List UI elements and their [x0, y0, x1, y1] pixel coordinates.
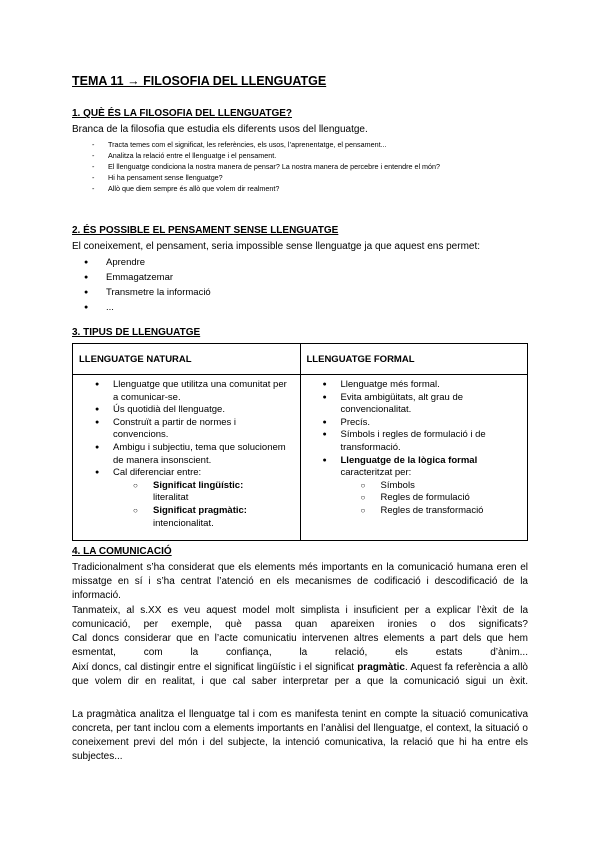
bold-term: pragmàtic [357, 662, 405, 673]
section-2-list [84, 255, 211, 315]
list-item: ● Precís. [307, 417, 522, 430]
paragraph: Tanmateix, al s.XX es veu aquest model molt simplista i insuficient per a explicar l’èxit de la comunicació, per exemple, què passa quan apareixen ironies o dos significats? [72, 605, 528, 630]
list-item: - Tracta temes com el significat, les referències, els usos, l’aprenentatge, el pensament... [92, 139, 528, 150]
paragraph: Tradicionalment s’ha considerat que els elements més importants en la comunicació humana eren el missatge en sí i s’ha centrat l’atenció en els mecanismes de codificació i descodificació de la informació. [72, 562, 528, 601]
paragraph: La pragmàtica analitza el llenguatge tal i com es manifesta tenint en compte la situació comunicativa concreta, per tant inclou com a elements importants en l’anàlisi del llenguatge, el context, la situació o coneixement previ del món i del subjecte, la intenció comunicativa, la relació que hi ha entre els subjectes... [72, 709, 528, 762]
term-desc: intencionalitat. [153, 517, 214, 529]
list-item: ● Evita ambigüitats, alt grau de convencionalitat. [307, 392, 522, 417]
list-item-text: Cal diferenciar entre: [113, 467, 202, 479]
list-item: ● Llenguatge que utilitza una comunitat per a comunicar-se. [79, 379, 294, 404]
list-item: ● Aprendre [84, 255, 211, 270]
list-item: ● Emmagatzemar [84, 270, 211, 285]
section-3-heading: 3. TIPUS DE LLENGUATGE [72, 327, 201, 338]
formal-cell [300, 375, 528, 541]
paragraph [72, 661, 528, 689]
section-2-intro: El coneixement, el pensament, seria impossible sense llenguatge ja que aquest ens permet: [72, 241, 481, 252]
list-item: ● Transmetre la informació [84, 285, 211, 300]
list-item: ● Ús quotidià del llenguatge. [79, 404, 294, 417]
section-1-list [92, 139, 528, 194]
sub-list-item: ○ Regles de formulació [361, 492, 522, 505]
natural-cell [73, 375, 301, 541]
list-item: ● Ambigu i subjectiu, tema que solucionem de manera insonscient. [79, 442, 294, 467]
list-item: ● ... [84, 300, 211, 315]
sub-list-item [133, 505, 294, 530]
list-item: - Allò que diem sempre és allò que volem dir realment? [92, 183, 528, 194]
list-item [79, 467, 294, 530]
list-item: - El llenguatge condiciona la nostra manera de pensar? La nostra manera de percebre i entendre el món? [92, 161, 528, 172]
sub-list-item: ○ Regles de transformació [361, 505, 522, 518]
list-item: ● Llenguatge més formal. [307, 379, 522, 392]
language-types-table [72, 343, 528, 541]
natural-header: LLENGUATGE NATURAL [73, 344, 301, 375]
bold-term: Significat lingüístic: [153, 479, 244, 491]
list-item [307, 455, 522, 518]
sub-list-item: ○ Símbols [361, 480, 522, 493]
section-1-heading: 1. QUÈ ÉS LA FILOSOFIA DEL LLENGUATGE? [72, 108, 293, 119]
section-2-heading: 2. ÉS POSSIBLE EL PENSAMENT SENSE LLENGUATGE [72, 225, 339, 236]
page-title: TEMA 11 → FILOSOFIA DEL LLENGUATGE [72, 74, 327, 88]
list-item: - Hi ha pensament sense llenguatge? [92, 172, 528, 183]
formal-header: LLENGUATGE FORMAL [300, 344, 528, 375]
sub-list-item [133, 480, 294, 505]
list-item: ● Construït a partir de normes i convencions. [79, 417, 294, 442]
term-desc: literalitat [153, 492, 189, 504]
paragraph-text: . Aquest fa referència a allò que volem dir en realitat, i que cal saber interpretar per a que la comunicació sigui un èxit. [72, 662, 528, 687]
bold-term: Significat pragmàtic: [153, 504, 247, 516]
bold-term: Llenguatge de la lògica formal [340, 454, 478, 466]
section-1-intro: Branca de la filosofia que estudia els diferents usos del llenguatge. [72, 124, 368, 135]
list-item: - Analitza la relació entre el llenguatge i el pensament. [92, 150, 528, 161]
paragraph-text: Així doncs, cal distingir entre el significat lingüístic i el significat [72, 662, 355, 673]
list-item: ● Símbols i regles de formulació i de transformació. [307, 429, 522, 454]
paragraph: Cal doncs considerar que en l’acte comunicatiu intervenen altres elements a part dels que hem esmentat, com la confiança, la relació, els estats d’ànim... [72, 633, 528, 658]
term-desc: caracteritzat per: [340, 467, 412, 479]
section-4-heading: 4. LA COMUNICACIÓ [72, 546, 172, 557]
